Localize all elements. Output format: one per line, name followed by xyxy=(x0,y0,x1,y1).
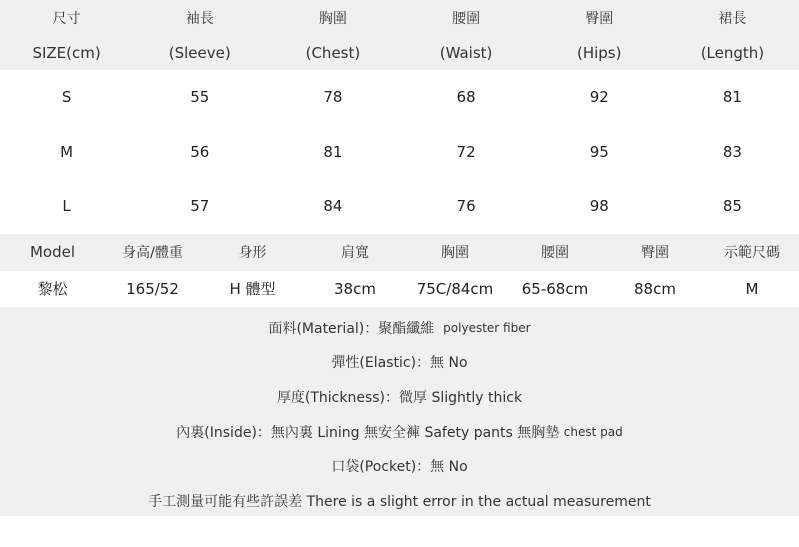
header-waist-zh: 腰圍 xyxy=(452,11,481,27)
fabric-notes xyxy=(0,307,799,516)
hips-value: 92 xyxy=(589,88,609,107)
header-size-zh: 尺寸 xyxy=(52,11,81,27)
header-size-en: SIZE(cm) xyxy=(32,44,101,62)
header-waist-en: (Waist) xyxy=(439,44,493,62)
chest-value: 78 xyxy=(323,88,343,107)
header-sleeve-en: (Sleeve) xyxy=(168,44,231,62)
size-label: L xyxy=(62,197,71,216)
header-hips: 臀圍 xyxy=(641,245,669,261)
header-hips-en: (Hips) xyxy=(576,44,622,62)
header-model: Model xyxy=(29,243,76,261)
note-inside xyxy=(0,414,799,449)
sleeve-value: 57 xyxy=(190,197,210,216)
header-length-zh: 裙長 xyxy=(718,11,747,27)
note-elastic xyxy=(0,345,799,380)
model-size-worn: M xyxy=(745,279,759,298)
hips-value: 95 xyxy=(589,142,609,161)
size-row-s xyxy=(0,70,799,125)
length-value: 85 xyxy=(722,197,742,216)
header-sleeve-zh: 袖長 xyxy=(185,11,214,27)
header-height-weight: 身高/體重 xyxy=(122,245,183,261)
waist-value: 68 xyxy=(456,88,476,107)
size-header-en-row xyxy=(0,36,799,70)
model-height-weight: 165/52 xyxy=(126,279,179,298)
size-header-zh-row xyxy=(0,0,799,36)
length-value: 81 xyxy=(722,88,742,107)
error-text: 手工測量可能有些許誤差 There is a slight error in the actual measurement xyxy=(148,493,651,510)
header-waist: 腰圍 xyxy=(541,245,569,261)
thickness-text: 厚度(Thickness)：微厚 Slightly thick xyxy=(276,389,523,406)
elastic-text: 彈性(Elastic)：無 No xyxy=(331,355,468,372)
hips-value: 98 xyxy=(589,197,609,216)
inside-text: 內裏(Inside)：無內裏 Lining 無安全褲 Safety pants 無胸墊 xyxy=(176,424,560,441)
model-hips: 88cm xyxy=(634,279,676,298)
header-shoulder: 肩寬 xyxy=(341,245,369,261)
model-waist: 65-68cm xyxy=(521,279,589,298)
note-pocket xyxy=(0,449,799,484)
size-table-header xyxy=(0,0,799,70)
header-chest-zh: 胸圍 xyxy=(318,11,347,27)
size-row-m xyxy=(0,125,799,180)
length-value: 83 xyxy=(722,142,742,161)
pocket-text: 口袋(Pocket)：無 No xyxy=(331,459,468,476)
model-shoulder: 38cm xyxy=(334,279,376,298)
header-chest-en: (Chest) xyxy=(305,44,361,62)
note-measurement-error xyxy=(0,483,799,518)
model-table-row xyxy=(0,271,799,307)
header-size-worn: 示範尺碼 xyxy=(724,245,780,261)
size-table-body xyxy=(0,70,799,234)
model-table-header xyxy=(0,234,799,271)
model-chest: 75C/84cm xyxy=(416,279,494,298)
header-length-en: (Length) xyxy=(700,44,765,62)
size-label: M xyxy=(60,142,74,161)
material-en-text: polyester fiber xyxy=(443,320,531,335)
sleeve-value: 55 xyxy=(190,88,210,107)
note-thickness xyxy=(0,380,799,415)
sleeve-value: 56 xyxy=(190,142,210,161)
inside-en-text: chest pad xyxy=(563,424,623,439)
model-body-type: H 體型 xyxy=(229,280,276,298)
model-name: 黎松 xyxy=(37,280,68,298)
waist-value: 72 xyxy=(456,142,476,161)
size-row-l xyxy=(0,179,799,234)
chest-value: 81 xyxy=(323,142,343,161)
header-hips-zh: 臀圍 xyxy=(585,11,614,27)
chest-value: 84 xyxy=(323,197,343,216)
size-label: S xyxy=(61,88,72,107)
note-material xyxy=(0,311,799,346)
header-chest: 胸圍 xyxy=(441,245,469,261)
material-text: 面料(Material)：聚酯纖維 xyxy=(268,320,435,337)
waist-value: 76 xyxy=(456,197,476,216)
header-body-type: 身形 xyxy=(238,245,267,261)
